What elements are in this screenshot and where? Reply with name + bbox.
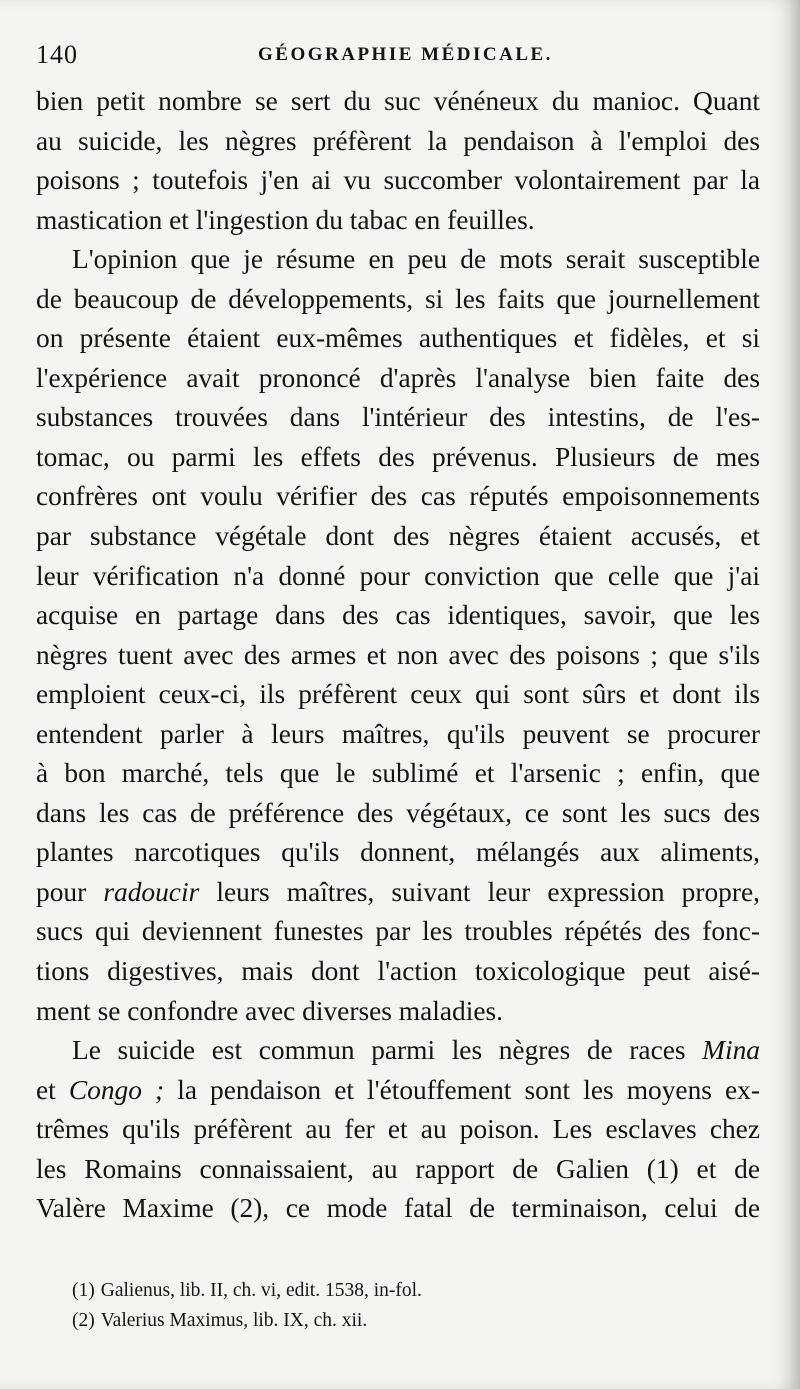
text-line xyxy=(36,873,760,913)
running-title: GÉOGRAPHIE MÉDICALE. xyxy=(258,44,553,65)
text-line: à bon marché, tels que le sublimé et l'arsenic ; enfin, que xyxy=(36,758,760,789)
text-line: tomac, ou parmi les effets des prévenus. Plusieurs de mes xyxy=(36,441,760,472)
text-line: trêmes qu'ils préfèrent au fer et au poison. Les esclaves chez xyxy=(36,1114,760,1145)
text-line xyxy=(36,1031,760,1071)
text-line: substances trouvées dans l'intérieur des intestins, de l'es- xyxy=(36,402,760,433)
text-line: nègres tuent avec des armes et non avec des poisons ; que s'ils xyxy=(36,639,760,670)
text-line: Valère Maxime (2), ce mode fatal de terminaison, celui de xyxy=(36,1193,760,1224)
text-line: on présente étaient eux-mêmes authentiques et fidèles, et si xyxy=(36,323,760,354)
text-line: poisons ; toutefois j'en ai vu succomber volontairement par la xyxy=(36,165,760,196)
italic-word: Mina xyxy=(702,1035,760,1066)
text-line: les Romains connaissaient, au rapport de Galien (1) et de xyxy=(36,1153,760,1184)
footnote-text: Galienus, lib. II, ch. vi, edit. 1538, in-fol. xyxy=(100,1280,422,1301)
text-segment: leurs maîtres, suivant leur expression propre, xyxy=(199,876,760,907)
text-line: leur vérification n'a donné pour conviction que celle que j'ai xyxy=(36,560,760,591)
text-line: confrères ont voulu vérifier des cas réputés empoisonnements xyxy=(36,481,760,512)
text-segment: pour xyxy=(36,876,104,907)
text-line: tions digestives, mais dont l'action toxicologique peut aisé- xyxy=(36,956,760,987)
italic-word: radoucir xyxy=(103,876,200,907)
text-line: L'opinion que je résume en peu de mots serait susceptible xyxy=(72,244,760,275)
footnotes xyxy=(72,1276,672,1336)
text-line: l'expérience avait prononcé d'après l'analyse bien faite des xyxy=(36,362,760,393)
running-head xyxy=(36,40,760,70)
footnote-mark: (2) xyxy=(72,1310,95,1331)
page-number: 140 xyxy=(36,40,78,69)
text-line: entendent parler à leurs maîtres, qu'ils peuvent se procurer xyxy=(36,718,760,749)
text-line: mastication et l'ingestion du tabac en feuilles. xyxy=(36,204,535,235)
text-line: par substance végétale dont des nègres étaient accusés, et xyxy=(36,521,760,552)
text-segment: Le suicide est commun parmi les nègres de races xyxy=(72,1035,703,1066)
text-line: bien petit nombre se sert du suc vénéneux du manioc. Quant xyxy=(36,86,760,116)
text-segment: la pendaison et l'étouffement sont les moyens ex- xyxy=(164,1074,760,1105)
text-line: au suicide, les nègres préfèrent la pendaison à l'emploi des xyxy=(36,125,760,156)
text-line: plantes narcotiques qu'ils donnent, mélangés aux aliments, xyxy=(36,837,760,868)
footnote-text: Valerius Maximus, lib. IX, ch. xii. xyxy=(100,1310,368,1331)
text-line: dans les cas de préférence des végétaux, ce sont les sucs des xyxy=(36,797,760,828)
body-text xyxy=(36,82,760,1229)
italic-word: Congo ; xyxy=(68,1074,165,1105)
text-segment: et xyxy=(36,1074,69,1105)
text-line: de beaucoup de développements, si les faits que journellement xyxy=(36,283,760,314)
footnote xyxy=(72,1276,672,1306)
text-line xyxy=(36,1071,760,1111)
text-line: sucs qui deviennent funestes par les troubles répétés des fonc- xyxy=(36,916,760,947)
footnote xyxy=(72,1306,672,1336)
footnote-mark: (1) xyxy=(72,1280,95,1301)
text-line: emploient ceux-ci, ils préfèrent ceux qui sont sûrs et dont ils xyxy=(36,679,760,710)
text-line: ment se confondre avec diverses maladies. xyxy=(36,995,503,1026)
text-line: acquise en partage dans des cas identiques, savoir, que les xyxy=(36,600,760,631)
